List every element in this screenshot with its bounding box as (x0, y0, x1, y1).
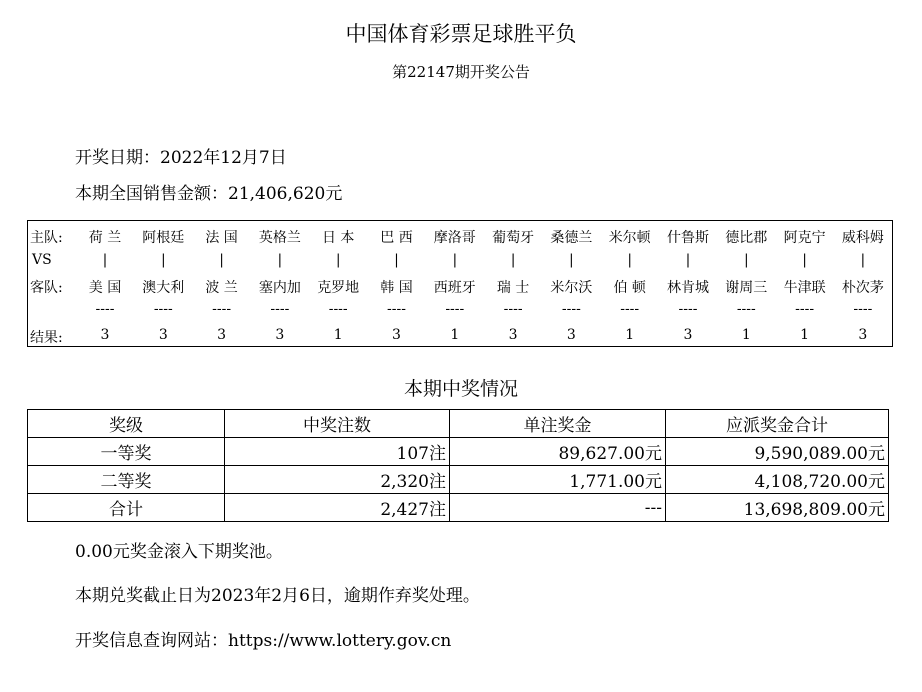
match-column (717, 221, 775, 346)
away-team: 伯 顿 (613, 280, 646, 296)
cell-winning-count: 107注 (225, 438, 450, 466)
match-column (426, 221, 484, 346)
away-team: 牛津联 (783, 280, 826, 296)
cell-prize-level: 一等奖 (28, 438, 225, 466)
separator-bar: | (569, 252, 574, 268)
dash-separator: ---- (678, 301, 698, 317)
header-winning-count: 中奖注数 (225, 410, 450, 438)
dash-separator: ---- (95, 301, 115, 317)
dash-separator: ---- (270, 301, 290, 317)
match-result: 3 (392, 327, 401, 343)
dash-separator: ---- (620, 301, 640, 317)
cell-total-prize: 4,108,720.00元 (666, 466, 889, 494)
match-column (834, 221, 892, 346)
dash-separator: ---- (212, 301, 232, 317)
home-team: 阿克宁 (783, 230, 826, 246)
cell-prize-level: 合计 (28, 494, 225, 522)
prize-table (27, 409, 889, 522)
deadline-note: 本期兑奖截止日为2023年2月6日，逾期作弃奖处理。 (75, 586, 480, 606)
cell-total-prize: 13,698,809.00元 (666, 494, 889, 522)
match-result: 1 (741, 327, 751, 343)
issue-subtitle: 第22147期开奖公告 (392, 63, 530, 81)
away-team: 美 国 (88, 280, 122, 296)
vs-label: VS (32, 252, 52, 268)
away-team-label: 客队: (30, 280, 63, 296)
separator-bar: | (860, 252, 866, 268)
separator-bar: | (277, 252, 283, 268)
match-column (601, 221, 659, 346)
away-team: 西班牙 (433, 280, 476, 296)
dash-separator: ---- (795, 301, 815, 317)
match-result: 3 (217, 327, 227, 343)
prize-table-header-row (28, 410, 889, 438)
dash-separator: ---- (736, 301, 756, 317)
away-team: 波 兰 (205, 280, 238, 296)
match-result: 1 (625, 327, 635, 343)
home-team: 威科姆 (841, 230, 884, 246)
separator-bar: | (627, 252, 633, 268)
dash-separator: ---- (561, 301, 581, 317)
home-team: 日 本 (321, 230, 355, 246)
match-result: 3 (858, 327, 868, 343)
separator-bar: | (335, 252, 341, 268)
away-team: 克罗地 (317, 280, 360, 296)
home-team: 桑德兰 (550, 230, 593, 246)
separator-bar: | (510, 252, 516, 268)
home-team: 英格兰 (258, 230, 301, 246)
away-team: 瑞 士 (496, 280, 530, 296)
cell-winning-count: 2,427注 (225, 494, 450, 522)
match-result: 1 (333, 327, 343, 343)
home-team: 巴 西 (380, 230, 413, 246)
match-column (542, 221, 600, 346)
home-team: 什鲁斯 (667, 230, 709, 246)
table-row (28, 466, 889, 494)
match-result: 1 (800, 327, 810, 343)
away-team: 米尔沃 (550, 280, 593, 296)
match-column (776, 221, 834, 346)
home-team: 米尔顿 (608, 230, 651, 246)
result-label: 结果: (30, 330, 63, 346)
match-result: 1 (450, 327, 460, 343)
away-team: 朴次茅 (841, 280, 884, 296)
dash-separator: ---- (153, 301, 173, 317)
separator-bar: | (102, 252, 108, 268)
website-note: 开奖信息查询网站：https://www.lottery.gov.cn (75, 631, 452, 651)
separator-bar: | (452, 252, 458, 268)
match-result: 3 (275, 327, 285, 343)
table-row (28, 494, 889, 522)
cell-unit-prize: --- (450, 494, 666, 522)
match-column (484, 221, 542, 346)
away-team: 塞内加 (258, 280, 301, 296)
separator-bar: | (219, 252, 224, 268)
separator-bar: | (160, 252, 166, 268)
home-team: 德比郡 (725, 230, 768, 246)
home-team: 摩洛哥 (433, 230, 476, 246)
home-team-label: 主队: (30, 230, 63, 246)
match-result: 3 (158, 327, 168, 343)
match-column (76, 221, 134, 346)
match-column (309, 221, 367, 346)
dash-separator: ---- (328, 301, 348, 317)
away-team: 谢周三 (725, 280, 768, 296)
separator-bar: | (743, 252, 749, 268)
header-unit-prize: 单注奖金 (450, 410, 666, 438)
page-title: 中国体育彩票足球胜平负 (345, 22, 577, 46)
separator-bar: | (685, 252, 691, 268)
match-column (193, 221, 251, 346)
home-team: 荷 兰 (88, 230, 122, 246)
match-column (659, 221, 717, 346)
away-team: 林肯城 (667, 280, 709, 296)
away-team: 澳大利 (142, 280, 185, 296)
dash-separator: ---- (445, 301, 465, 317)
cell-unit-prize: 1,771.00元 (450, 466, 666, 494)
cell-unit-prize: 89,627.00元 (450, 438, 666, 466)
separator-bar: | (394, 252, 399, 268)
dash-separator: ---- (503, 301, 523, 317)
home-team: 葡萄牙 (492, 230, 535, 246)
cell-winning-count: 2,320注 (225, 466, 450, 494)
match-result: 3 (683, 327, 693, 343)
match-column (368, 221, 426, 346)
table-row (28, 438, 889, 466)
sales-amount: 本期全国销售金额：21,406,620元 (75, 184, 343, 204)
home-team: 法 国 (205, 230, 238, 246)
match-column (251, 221, 309, 346)
dash-separator: ---- (853, 301, 873, 317)
match-result: 3 (508, 327, 518, 343)
away-team: 韩 国 (380, 280, 413, 296)
cell-total-prize: 9,590,089.00元 (666, 438, 889, 466)
match-result: 3 (566, 327, 576, 343)
prize-section-title: 本期中奖情况 (403, 378, 518, 400)
match-result: 3 (100, 327, 110, 343)
dash-separator: ---- (387, 301, 406, 317)
cell-prize-level: 二等奖 (28, 466, 225, 494)
rollover-note: 0.00元奖金滚入下期奖池。 (75, 542, 283, 562)
header-total-prize: 应派奖金合计 (666, 410, 889, 438)
match-results-box (27, 220, 893, 347)
match-column (134, 221, 192, 346)
draw-date: 开奖日期：2022年12月7日 (75, 148, 287, 168)
header-prize-level: 奖级 (28, 410, 225, 438)
home-team: 阿根廷 (142, 230, 185, 246)
separator-bar: | (802, 252, 807, 268)
